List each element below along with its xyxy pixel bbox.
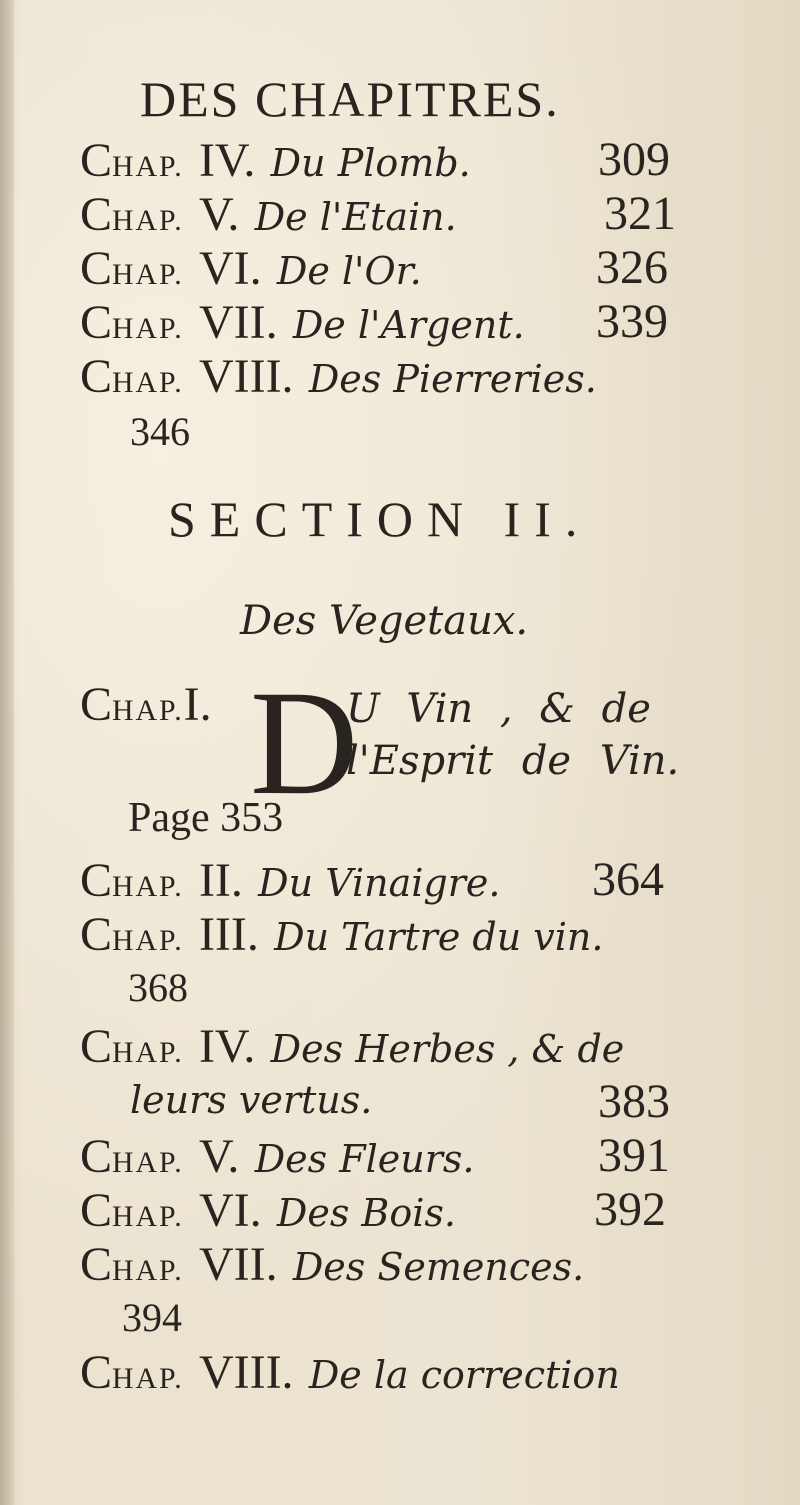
page-number: 383 <box>598 1075 670 1128</box>
toc-entry-chap-viii-correction: CHAP. VIII. De la correction <box>80 1346 620 1399</box>
toc-entry-chap-v: CHAP. V. De l'Etain. <box>80 188 457 241</box>
toc-entry-chap-vii: CHAP. VII. De l'Argent. <box>80 296 525 349</box>
page-number: 326 <box>596 241 668 294</box>
toc-entry-chap-ii: CHAP. II. Du Vinaigre. <box>80 854 501 907</box>
page-number: 392 <box>594 1183 666 1236</box>
chap-i-title-line1: U Vin , & de <box>346 686 651 732</box>
toc-entry-chap-viii: CHAP. VIII. Des Pierreries. <box>80 350 597 403</box>
page-number: 364 <box>592 853 664 906</box>
chap-i-title-line2: l'Esprit de Vin. <box>346 738 680 784</box>
toc-entry-chap-iv-herbes: CHAP. IV. Des Herbes , & de <box>80 1020 625 1073</box>
page-number: 339 <box>596 295 668 348</box>
chap-i-page: Page 353 <box>128 795 284 841</box>
page-gutter <box>0 0 14 1505</box>
toc-entry-chap-i: CHAP.I. <box>80 678 212 731</box>
section-subtitle: Des Vegetaux. <box>240 598 529 644</box>
toc-entry-chap-v-fleurs: CHAP. V. Des Fleurs. <box>80 1130 475 1183</box>
toc-entry-chap-iii: CHAP. III. Du Tartre du vin. <box>80 908 604 961</box>
toc-entry-chap-vii-semences: CHAP. VII. Des Semences. <box>80 1238 585 1291</box>
toc-entry-chap-iv: CHAP. IV. Du Plomb. <box>80 134 471 187</box>
toc-entry-chap-vi: CHAP. VI. De l'Or. <box>80 242 422 295</box>
page-header: DES CHAPITRES. <box>140 71 560 127</box>
page-number: 394 <box>122 1295 182 1340</box>
page-number: 391 <box>598 1129 670 1182</box>
drop-capital: D <box>250 660 359 826</box>
toc-entry-chap-vi-bois: CHAP. VI. Des Bois. <box>80 1184 456 1237</box>
page-number: 368 <box>128 965 188 1010</box>
chap-iv-title-line2: leurs vertus. <box>130 1078 373 1122</box>
page-number: 321 <box>604 187 676 240</box>
section-heading: SECTION II. <box>168 491 592 547</box>
page-number: 346 <box>130 409 190 454</box>
page-number: 309 <box>598 133 670 186</box>
